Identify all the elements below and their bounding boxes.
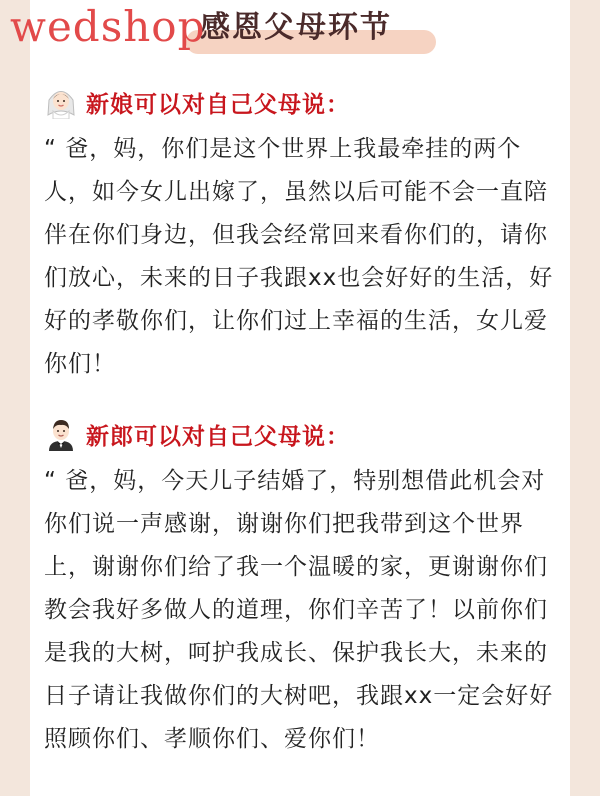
bride-speech: “ 爸，妈，你们是这个世界上我最牵挂的两个人，如今女儿出嫁了，虽然以后可能不会一直陪伴在你们身边，但我会经常回来看你们的，请你们放心，未来的日子我跟xx也会好好的生活，好好的孝敬你们，让你们过上幸福的生活，女儿爱你们！ (44, 136, 554, 377)
bride-section (44, 82, 574, 386)
bride-heading: 新娘可以对自己父母说： (86, 91, 350, 118)
page-title: 感恩父母环节 (200, 10, 392, 45)
watermark: wedshop (10, 2, 206, 51)
bride-heading-row (44, 82, 574, 122)
groom-avatar-icon (44, 417, 78, 451)
groom-section (44, 414, 574, 761)
bride-avatar-icon (44, 85, 78, 119)
groom-heading: 新郎可以对自己父母说： (86, 423, 350, 450)
groom-heading-row (44, 414, 574, 454)
groom-speech: “ 爸，妈，今天儿子结婚了，特别想借此机会对你们说一声感谢，谢谢你们把我带到这个世界上，谢谢你们给了我一个温暖的家，更谢谢你们教会我好多做人的道理，你们辛苦了！以前你们是我的大树，呵护我成长、保护我长大，未来的日子请让我做你们的大树吧，我跟xx一定会好好照顾你们、孝顺你们、爱你们！ (44, 468, 554, 752)
title-banner (186, 8, 392, 52)
